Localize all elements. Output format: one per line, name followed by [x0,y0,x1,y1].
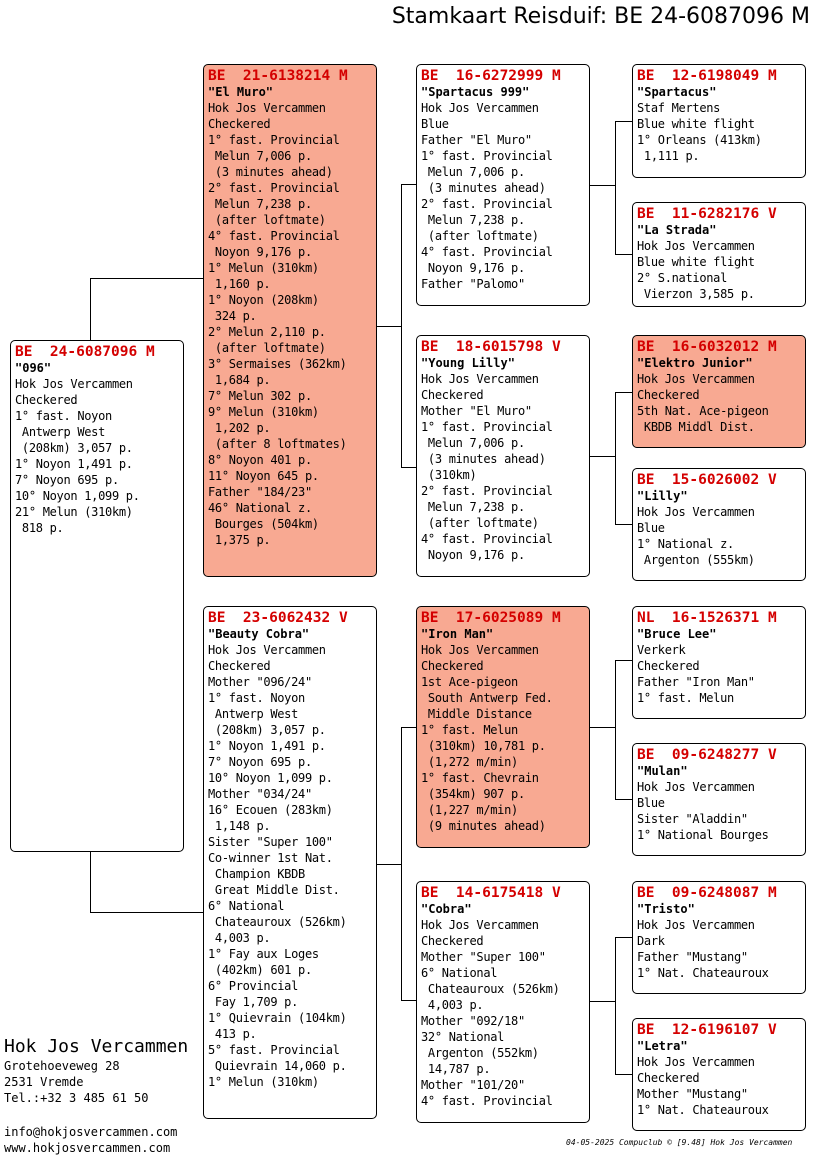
card-text-line: KBDB Middl Dist. [637,420,755,434]
connector-line [589,727,616,728]
connector-line [401,184,417,185]
connector-line [401,467,417,468]
card-text-line: (after loftmate) [421,229,539,243]
pedigree-card-sire[interactable] [203,64,377,577]
card-text-line: (402km) 601 p. [208,963,312,977]
card-text-line: Hok Jos Vercammen [208,101,326,115]
connector-line [615,121,633,122]
card-text-line: Melun 7,238 p. [421,500,525,514]
owner-name: Hok Jos Vercammen [4,1036,189,1057]
card-text-line: (310km) [421,468,477,482]
card-text-line: Mother "El Muro" [421,404,532,418]
card-text-line: Checkered [421,659,484,673]
card-text-line: (after 8 loftmates) [208,437,347,451]
card-text-line: Dark [637,934,665,948]
card-text-line: 1,684 p. [208,373,271,387]
card-text-line: Noyon 9,176 p. [208,245,312,259]
card-text-line: (3 minutes ahead) [208,165,333,179]
card-text-line: Hok Jos Vercammen [421,372,539,386]
card-text-line: 2° fast. Provincial [421,484,553,498]
connector-line [615,524,633,525]
connector-line [401,727,402,1001]
card-text-line: Father "Mustang" [637,950,748,964]
card-text-line: Mother "Super 100" [421,950,546,964]
card-text-line: Mother "034/24" [208,787,312,801]
connector-line [376,864,402,865]
card-text-line: Hok Jos Vercammen [421,918,539,932]
pigeon-name: "Elektro Junior" [637,356,753,370]
card-text-line: 2° Melun 2,110 p. [208,325,326,339]
connector-line [615,392,633,393]
connector-line [615,254,633,255]
card-text-line: Co-winner 1st Nat. [208,851,333,865]
card-text-line: Blue white flight [637,255,755,269]
owner-street: Grotehoeveweg 28 [4,1059,120,1073]
card-text-line: Melun 7,006 p. [208,149,312,163]
card-text-line: Hok Jos Vercammen [637,1055,755,1069]
card-text-line: South Antwerp Fed. [421,691,553,705]
pigeon-name: "Spartacus 999" [421,85,530,99]
connector-line [376,326,402,327]
card-text-line: Checkered [637,1071,700,1085]
card-text-line: Checkered [208,659,271,673]
ring-number: BE 24-6087096 M [15,344,155,360]
card-text-line: Father "El Muro" [421,133,532,147]
card-text-line: 1° Nat. Chateauroux [637,1103,769,1117]
card-text-line: 8° Noyon 401 p. [208,453,312,467]
card-text-line: 1° fast. Melun [421,723,518,737]
card-text-line: 1° fast. Melun [637,691,734,705]
ring-number: BE 16-6272999 M [421,68,561,84]
pigeon-name: "Lilly" [637,489,688,503]
pigeon-name: "Spartacus" [637,85,717,99]
card-text-line: (9 minutes ahead) [421,819,546,833]
card-text-line: 46° National z. [208,501,312,515]
card-text-line: Hok Jos Vercammen [421,101,539,115]
card-text-line: Verkerk [637,643,686,657]
card-text-line: 6° Provincial [208,979,299,993]
card-text-line: Melun 7,238 p. [421,213,525,227]
pigeon-name: "096" [15,361,52,375]
card-text-line: 1° Noyon 1,491 p. [15,457,133,471]
owner-block [4,1036,188,1106]
ring-number: BE 16-6032012 M [637,339,777,355]
pigeon-name: "Young Lilly" [421,356,515,370]
owner-city: 2531 Vremde [4,1075,84,1089]
card-text-line: 1° Melun (310km) [208,261,319,275]
card-text-line: Checkered [421,934,484,948]
card-text-line: 7° Noyon 695 p. [208,755,312,769]
pigeon-name: "Mulan" [637,764,688,778]
card-text-line: 1° Quievrain (104km) [208,1011,347,1025]
card-text-line: Staf Mertens [637,101,721,115]
connector-line [90,851,91,912]
card-text-line: 16° Ecouen (283km) [208,803,333,817]
card-text-line: Father "184/23" [208,485,312,499]
connector-line [90,912,204,913]
card-text-line: 1° fast. Provincial [208,133,340,147]
pedigree-card-dam[interactable] [203,606,377,1119]
card-text-line: Fay 1,709 p. [208,995,299,1009]
card-text-line: 11° Noyon 645 p. [208,469,319,483]
card-text-line: Argenton (555km) [637,553,755,567]
card-text-line: Hok Jos Vercammen [208,643,326,657]
card-text-line: (after loftmate) [208,213,326,227]
card-text-line: Argenton (552km) [421,1046,539,1060]
pedigree-card-dds[interactable] [632,881,806,994]
connector-line [615,392,616,525]
card-text-line: 10° Noyon 1,099 p. [208,771,333,785]
pedigree-card-sds[interactable] [632,335,806,448]
card-text-line: Mother "101/20" [421,1078,525,1092]
card-text-line: 4,003 p. [208,931,271,945]
card-text-line: Melun 7,006 p. [421,436,525,450]
card-text-line: 1° Fay aux Loges [208,947,319,961]
pedigree-card-dss[interactable] [632,606,806,719]
card-text-line: 6° National [208,899,285,913]
card-text-line: 324 p. [208,309,257,323]
card-text-line: 32° National [421,1030,505,1044]
pedigree-card-dam-sire[interactable] [416,606,590,848]
card-text-line: 9° Melun (310km) [208,405,319,419]
connector-line [401,1000,417,1001]
card-text-line: 6° National [421,966,498,980]
pedigree-card-dam-dam[interactable] [416,881,590,1123]
card-text-line: 2° fast. Provincial [421,197,553,211]
card-text-line: Checkered [421,388,484,402]
ring-number: BE 17-6025089 M [421,610,561,626]
card-text-line: 7° Noyon 695 p. [15,473,119,487]
card-text-line: 4,003 p. [421,998,484,1012]
card-text-line: 4° fast. Provincial [421,532,553,546]
pigeon-name: "Cobra" [421,902,472,916]
ring-number: BE 23-6062432 V [208,610,348,626]
card-text-line: 7° Melun 302 p. [208,389,312,403]
card-text-line: 1,111 p. [637,149,700,163]
connector-line [90,278,91,340]
card-text-line: Checkered [15,393,78,407]
card-text-line: 1° National Bourges [637,828,769,842]
card-text-line: (1,227 m/min) [421,803,518,817]
owner-website[interactable]: www.hokjosvercammen.com [4,1141,171,1155]
card-text-line: Middle Distance [421,707,532,721]
pigeon-name: "Bruce Lee" [637,627,717,641]
card-text-line: Melun 7,238 p. [208,197,312,211]
card-text-line: (3 minutes ahead) [421,181,546,195]
card-text-line: 1,160 p. [208,277,271,291]
card-text-line: 818 p. [15,521,64,535]
card-text-line: 1° fast. Noyon [15,409,112,423]
card-text-line: Mother "096/24" [208,675,312,689]
card-text-line: 1° Noyon (208km) [208,293,319,307]
card-text-line: (354km) 907 p. [421,787,525,801]
card-text-line: Antwerp West [15,425,106,439]
card-text-line: 1° Orleans (413km) [637,133,762,147]
card-text-line: Noyon 9,176 p. [421,261,525,275]
connector-line [615,660,616,800]
card-text-line: Vierzon 3,585 p. [637,287,755,301]
owner-phone: Tel.:+32 3 485 61 50 [4,1091,149,1105]
card-text-line: Hok Jos Vercammen [637,918,755,932]
ring-number: BE 18-6015798 V [421,339,561,355]
card-text-line: (after loftmate) [421,516,539,530]
card-text-line: 2° S.national [637,271,728,285]
card-text-line: 1° fast. Chevrain [421,771,539,785]
card-text-line: Hok Jos Vercammen [421,643,539,657]
card-text-line: Noyon 9,176 p. [421,548,525,562]
card-text-line: (3 minutes ahead) [421,452,546,466]
card-text-line: 4° fast. Provincial [421,245,553,259]
connector-line [615,1074,633,1075]
card-text-line: 1° National z. [637,537,734,551]
card-text-line: 4° fast. Provincial [421,1094,553,1108]
card-text-line: 4° fast. Provincial [208,229,340,243]
connector-line [615,121,616,255]
card-text-line: 5° fast. Provincial [208,1043,340,1057]
card-text-line: 1st Ace-pigeon [421,675,518,689]
card-text-line: Melun 7,006 p. [421,165,525,179]
card-text-line: 21° Melun (310km) [15,505,133,519]
connector-line [615,937,616,1075]
card-text-line: 1° fast. Provincial [421,420,553,434]
card-text-line: 1° Noyon 1,491 p. [208,739,326,753]
connector-line [615,937,633,938]
pedigree-card-sire-sire[interactable] [416,64,590,306]
card-text-line: 1° fast. Noyon [208,691,305,705]
ring-number: BE 14-6175418 V [421,885,561,901]
card-text-line: Checkered [637,659,700,673]
card-text-line: Champion KBDB [208,867,305,881]
pedigree-card-ssd[interactable] [632,202,806,307]
pigeon-name: "La Strada" [637,223,717,237]
card-text-line: 1° fast. Provincial [421,149,553,163]
card-text-line: Great Middle Dist. [208,883,340,897]
card-text-line: Father "Iron Man" [637,675,755,689]
card-text-line: Sister "Aladdin" [637,812,748,826]
card-text-line: (208km) 3,057 p. [208,723,326,737]
card-text-line: (after loftmate) [208,341,326,355]
card-text-line: 10° Noyon 1,099 p. [15,489,140,503]
pedigree-card-dsd[interactable] [632,743,806,856]
card-text-line: 413 p. [208,1027,257,1041]
connector-line [589,1001,616,1002]
connector-line [589,185,616,186]
pedigree-card-sss[interactable] [632,64,806,178]
card-text-line: (1,272 m/min) [421,755,518,769]
card-text-line: Mother "Mustang" [637,1087,748,1101]
card-text-line: Checkered [208,117,271,131]
owner-email[interactable]: info@hokjosvercammen.com [4,1125,178,1139]
card-text-line: 14,787 p. [421,1062,491,1076]
pigeon-name: "Iron Man" [421,627,494,641]
card-text-line: Quievrain 14,060 p. [208,1059,347,1073]
card-text-line: Hok Jos Vercammen [637,780,755,794]
ring-number: BE 12-6196107 V [637,1022,777,1038]
page-title: Stamkaart Reisduif: BE 24-6087096 M [391,4,810,29]
ring-number: BE 21-6138214 M [208,68,348,84]
pigeon-name: "El Muro" [208,85,274,99]
ring-number: NL 16-1526371 M [637,610,777,626]
card-text-line: Mother "092/18" [421,1014,525,1028]
card-text-line: Sister "Super 100" [208,835,333,849]
pigeon-name: "Beauty Cobra" [208,627,310,641]
card-text-line: 1,202 p. [208,421,271,435]
contact-block [4,1124,177,1156]
card-text-line: Hok Jos Vercammen [637,372,755,386]
card-text-line: (310km) 10,781 p. [421,739,546,753]
card-text-line: Blue [421,117,449,131]
ring-number: BE 11-6282176 V [637,206,777,222]
card-text-line: Antwerp West [208,707,299,721]
card-text-line: Blue [637,521,665,535]
pigeon-name: "Letra" [637,1039,688,1053]
card-text-line: Hok Jos Vercammen [637,239,755,253]
card-text-line: Chateauroux (526km) [421,982,560,996]
card-text-line: Hok Jos Vercammen [15,377,133,391]
connector-line [401,184,402,468]
connector-line [589,456,616,457]
connector-line [615,799,633,800]
ring-number: BE 12-6198049 M [637,68,777,84]
card-text-line: 1,148 p. [208,819,271,833]
pedigree-card-subject[interactable] [10,340,184,852]
card-text-line: Bourges (504km) [208,517,319,531]
pedigree-card-sire-dam[interactable] [416,335,590,577]
pedigree-card-ddd[interactable] [632,1018,806,1131]
ring-number: BE 15-6026002 V [637,472,777,488]
card-text-line: Father "Palomo" [421,277,525,291]
card-text-line: Checkered [637,388,700,402]
ring-number: BE 09-6248277 V [637,747,777,763]
card-text-line: (208km) 3,057 p. [15,441,133,455]
card-text-line: 1° Melun (310km) [208,1075,319,1089]
pigeon-name: "Tristo" [637,902,695,916]
card-text-line: 3° Sermaises (362km) [208,357,347,371]
card-text-line: Blue white flight [637,117,755,131]
card-text-line: 5th Nat. Ace-pigeon [637,404,769,418]
card-text-line: 1,375 p. [208,533,271,547]
connector-line [401,727,417,728]
card-text-line: 2° fast. Provincial [208,181,340,195]
connector-line [90,278,204,279]
card-text-line: 1° Nat. Chateauroux [637,966,769,980]
connector-line [615,660,633,661]
ring-number: BE 09-6248087 M [637,885,777,901]
card-text-line: Blue [637,796,665,810]
pedigree-card-sdd[interactable] [632,468,806,581]
card-text-line: Hok Jos Vercammen [637,505,755,519]
card-text-line: Chateauroux (526km) [208,915,347,929]
footer-credit: 04-05-2025 Compuclub © [9.48] Hok Jos Vercammen [566,1138,793,1147]
